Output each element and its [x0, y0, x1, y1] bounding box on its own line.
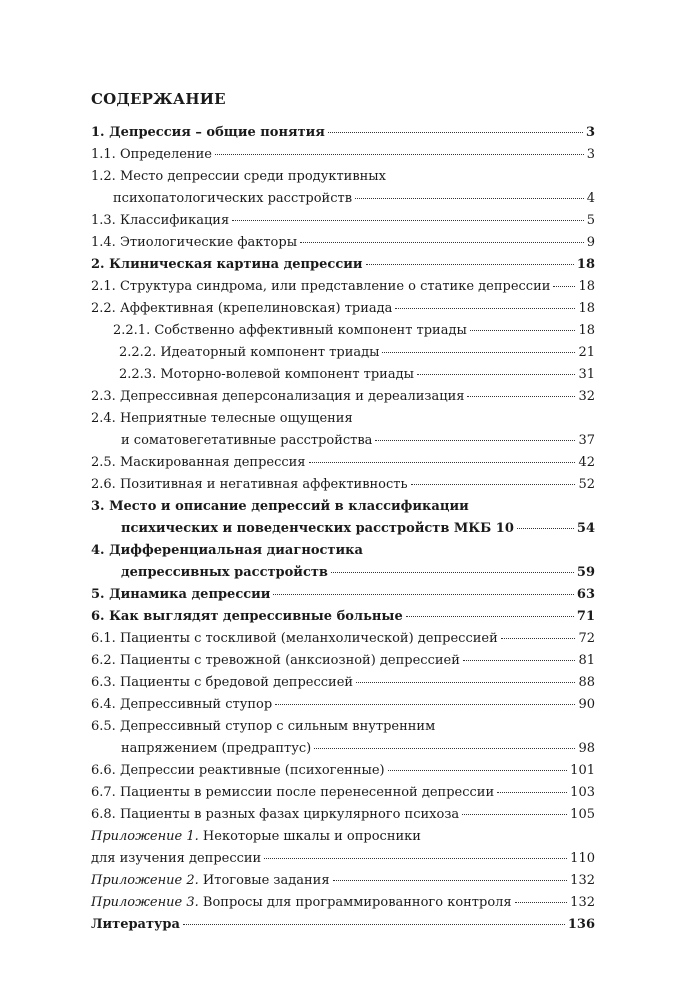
toc-page-number: 52	[578, 477, 595, 492]
toc-page-number: 88	[578, 675, 595, 690]
leader-dots	[553, 286, 575, 287]
toc-page-number: 72	[578, 631, 595, 646]
toc-page-number: 31	[578, 367, 595, 382]
toc-entry-1-3[interactable]	[91, 210, 595, 232]
toc-entry-2-2-3[interactable]	[91, 364, 595, 386]
toc-entry-text: 1.2. Место депрессии среди продуктивных	[91, 169, 386, 184]
toc-entry-text: 6.1. Пациенты с тоскливой (меланхолической) депрессией	[91, 631, 498, 646]
toc-entry-3[interactable]	[91, 496, 595, 540]
toc-entry-text: Итоговые задания	[198, 873, 330, 888]
toc-page-number: 105	[570, 807, 595, 822]
leader-dots	[300, 242, 584, 243]
toc-entry-1-1[interactable]	[91, 144, 595, 166]
toc-entry-appendix-1[interactable]	[91, 826, 595, 870]
toc-entry-text-cont: психических и поведенческих расстройств МКБ 10	[121, 521, 514, 536]
toc-page-number: 5	[586, 213, 595, 228]
toc-page-number: 101	[570, 763, 595, 778]
leader-dots	[462, 814, 567, 815]
toc-entry-text: 1.1. Определение	[91, 147, 212, 162]
toc-page-number: 21	[578, 345, 595, 360]
toc-page-number: 3	[586, 147, 595, 162]
leader-dots	[375, 440, 575, 441]
leader-dots	[264, 858, 567, 859]
toc-entry-2-2-2[interactable]	[91, 342, 595, 364]
toc-entry-appendix-3[interactable]	[91, 892, 595, 914]
toc-heading: СОДЕРЖАНИЕ	[91, 90, 226, 108]
leader-dots	[355, 198, 584, 199]
leader-dots	[333, 880, 568, 881]
leader-dots	[366, 264, 574, 265]
toc-entry-1-4[interactable]	[91, 232, 595, 254]
toc-entry-2[interactable]	[91, 254, 595, 276]
leader-dots	[467, 396, 575, 397]
appendix-label: Приложение 1.	[91, 829, 199, 844]
toc-entry-text: 6.8. Пациенты в разных фазах циркулярного психоза	[91, 807, 460, 822]
leader-dots	[331, 572, 574, 573]
toc-entry-6-1[interactable]	[91, 628, 595, 650]
toc-entry-text: 2.5. Маскированная депрессия	[91, 455, 306, 470]
toc-page-number: 81	[578, 653, 595, 668]
leader-dots	[314, 748, 575, 749]
toc-entry-1-2[interactable]	[91, 166, 595, 210]
toc-entry-text: 2.2.3. Моторно-волевой компонент триады	[119, 367, 414, 382]
table-of-contents	[91, 122, 595, 936]
toc-entry-text: 1.3. Классификация	[91, 213, 230, 228]
leader-dots	[470, 330, 576, 331]
toc-entry-text: Литература	[91, 917, 180, 932]
toc-entry-5[interactable]	[91, 584, 595, 606]
toc-entry-text: 1. Депрессия – общие понятия	[91, 125, 325, 140]
leader-dots	[232, 220, 584, 221]
toc-entry-2-1[interactable]	[91, 276, 595, 298]
toc-page-number: 98	[578, 741, 595, 756]
toc-entry-text: 6.7. Пациенты в ремиссии после перенесенной депрессии	[91, 785, 495, 800]
toc-entry-6[interactable]	[91, 606, 595, 628]
leader-dots	[463, 660, 576, 661]
toc-entry-appendix-2[interactable]	[91, 870, 595, 892]
leader-dots	[382, 352, 575, 353]
toc-entry-text: 6. Как выглядят депрессивные больные	[91, 609, 403, 624]
toc-entry-6-3[interactable]	[91, 672, 595, 694]
leader-dots	[388, 770, 568, 771]
toc-entry-text: 2.2.2. Идеаторный компонент триады	[119, 345, 380, 360]
toc-page-number: 4	[586, 191, 595, 206]
toc-page-number: 59	[576, 565, 595, 580]
leader-dots	[497, 792, 567, 793]
toc-page-number: 132	[570, 873, 595, 888]
appendix-label: Приложение 3.	[91, 895, 199, 910]
toc-entry-text: 1.4. Этиологические факторы	[91, 235, 298, 250]
appendix-label: Приложение 2.	[91, 873, 199, 888]
toc-entry-2-2-1[interactable]	[91, 320, 595, 342]
toc-entry-text: 2.2. Аффективная (крепелиновская) триада	[91, 301, 393, 316]
toc-entry-text: 2.1. Структура синдрома, или представление о статике депрессии	[91, 279, 551, 294]
toc-page-number: 54	[576, 521, 595, 536]
leader-dots	[501, 638, 576, 639]
leader-dots	[356, 682, 575, 683]
leader-dots	[517, 528, 574, 529]
toc-page-number: 103	[570, 785, 595, 800]
leader-dots	[328, 132, 583, 133]
toc-entry-text-cont: психопатологических расстройств	[113, 191, 353, 206]
toc-entry-text-cont: депрессивных расстройств	[121, 565, 328, 580]
leader-dots	[411, 484, 576, 485]
toc-entry-text: Некоторые шкалы и опросники	[198, 829, 421, 844]
leader-dots	[417, 374, 576, 375]
leader-dots	[395, 308, 575, 309]
toc-entry-text: 2.4. Неприятные телесные ощущения	[91, 411, 353, 426]
leader-dots	[273, 594, 573, 595]
toc-entry-4[interactable]	[91, 540, 595, 584]
toc-entry-text: 2. Клиническая картина депрессии	[91, 257, 363, 272]
toc-entry-2-4[interactable]	[91, 408, 595, 452]
toc-entry-2-2[interactable]	[91, 298, 595, 320]
toc-entry-text: 6.2. Пациенты с тревожной (анксиозной) депрессией	[91, 653, 460, 668]
leader-dots	[275, 704, 575, 705]
toc-entry-text: 2.3. Депрессивная деперсонализация и дереализация	[91, 389, 465, 404]
toc-page-number: 37	[578, 433, 595, 448]
toc-entry-6-4[interactable]	[91, 694, 595, 716]
toc-entry-6-5[interactable]	[91, 716, 595, 760]
toc-page-number: 136	[567, 917, 595, 932]
leader-dots	[515, 902, 568, 903]
toc-entry-6-6[interactable]	[91, 760, 595, 782]
toc-entry-text: 6.5. Депрессивный ступор с сильным внутренним	[91, 719, 436, 734]
toc-page-number: 63	[576, 587, 595, 602]
toc-entry-text: Вопросы для программированного контроля	[198, 895, 512, 910]
toc-entry-6-2[interactable]	[91, 650, 595, 672]
toc-entry-literature[interactable]	[91, 914, 595, 936]
leader-dots	[183, 924, 565, 925]
toc-page-number: 42	[578, 455, 595, 470]
toc-page-number: 90	[578, 697, 595, 712]
toc-page-number: 9	[586, 235, 595, 250]
toc-page-number: 71	[576, 609, 595, 624]
toc-entry-text-cont: для изучения депрессии	[91, 851, 262, 866]
toc-entry-text: 2.6. Позитивная и негативная аффективность	[91, 477, 408, 492]
toc-entry-6-7[interactable]	[91, 782, 595, 804]
toc-entry-text: 3. Место и описание депрессий в классификации	[91, 499, 469, 514]
toc-entry-text: 2.2.1. Собственно аффективный компонент триады	[113, 323, 467, 338]
toc-page-number: 18	[578, 323, 595, 338]
toc-entry-2-3[interactable]	[91, 386, 595, 408]
toc-entry-2-5[interactable]	[91, 452, 595, 474]
toc-entry-6-8[interactable]	[91, 804, 595, 826]
toc-entry-1[interactable]	[91, 122, 595, 144]
toc-page-number: 132	[570, 895, 595, 910]
toc-page-number: 32	[578, 389, 595, 404]
toc-entry-text-cont: и соматовегетативные расстройства	[121, 433, 373, 448]
toc-entry-text-cont: напряжением (предраптус)	[121, 741, 312, 756]
leader-dots	[406, 616, 574, 617]
toc-entry-text: 4. Дифференциальная диагностика	[91, 543, 363, 558]
toc-page-number: 110	[570, 851, 595, 866]
toc-entry-text: 6.6. Депрессии реактивные (психогенные)	[91, 763, 385, 778]
toc-entry-text: 6.4. Депрессивный ступор	[91, 697, 273, 712]
leader-dots	[215, 154, 584, 155]
toc-entry-2-6[interactable]	[91, 474, 595, 496]
leader-dots	[309, 462, 576, 463]
toc-entry-text: 6.3. Пациенты с бредовой депрессией	[91, 675, 354, 690]
toc-entry-text: 5. Динамика депрессии	[91, 587, 271, 602]
toc-page-number: 3	[585, 125, 595, 140]
toc-page-number: 18	[578, 301, 595, 316]
toc-page-number: 18	[578, 279, 595, 294]
toc-page-number: 18	[576, 257, 595, 272]
